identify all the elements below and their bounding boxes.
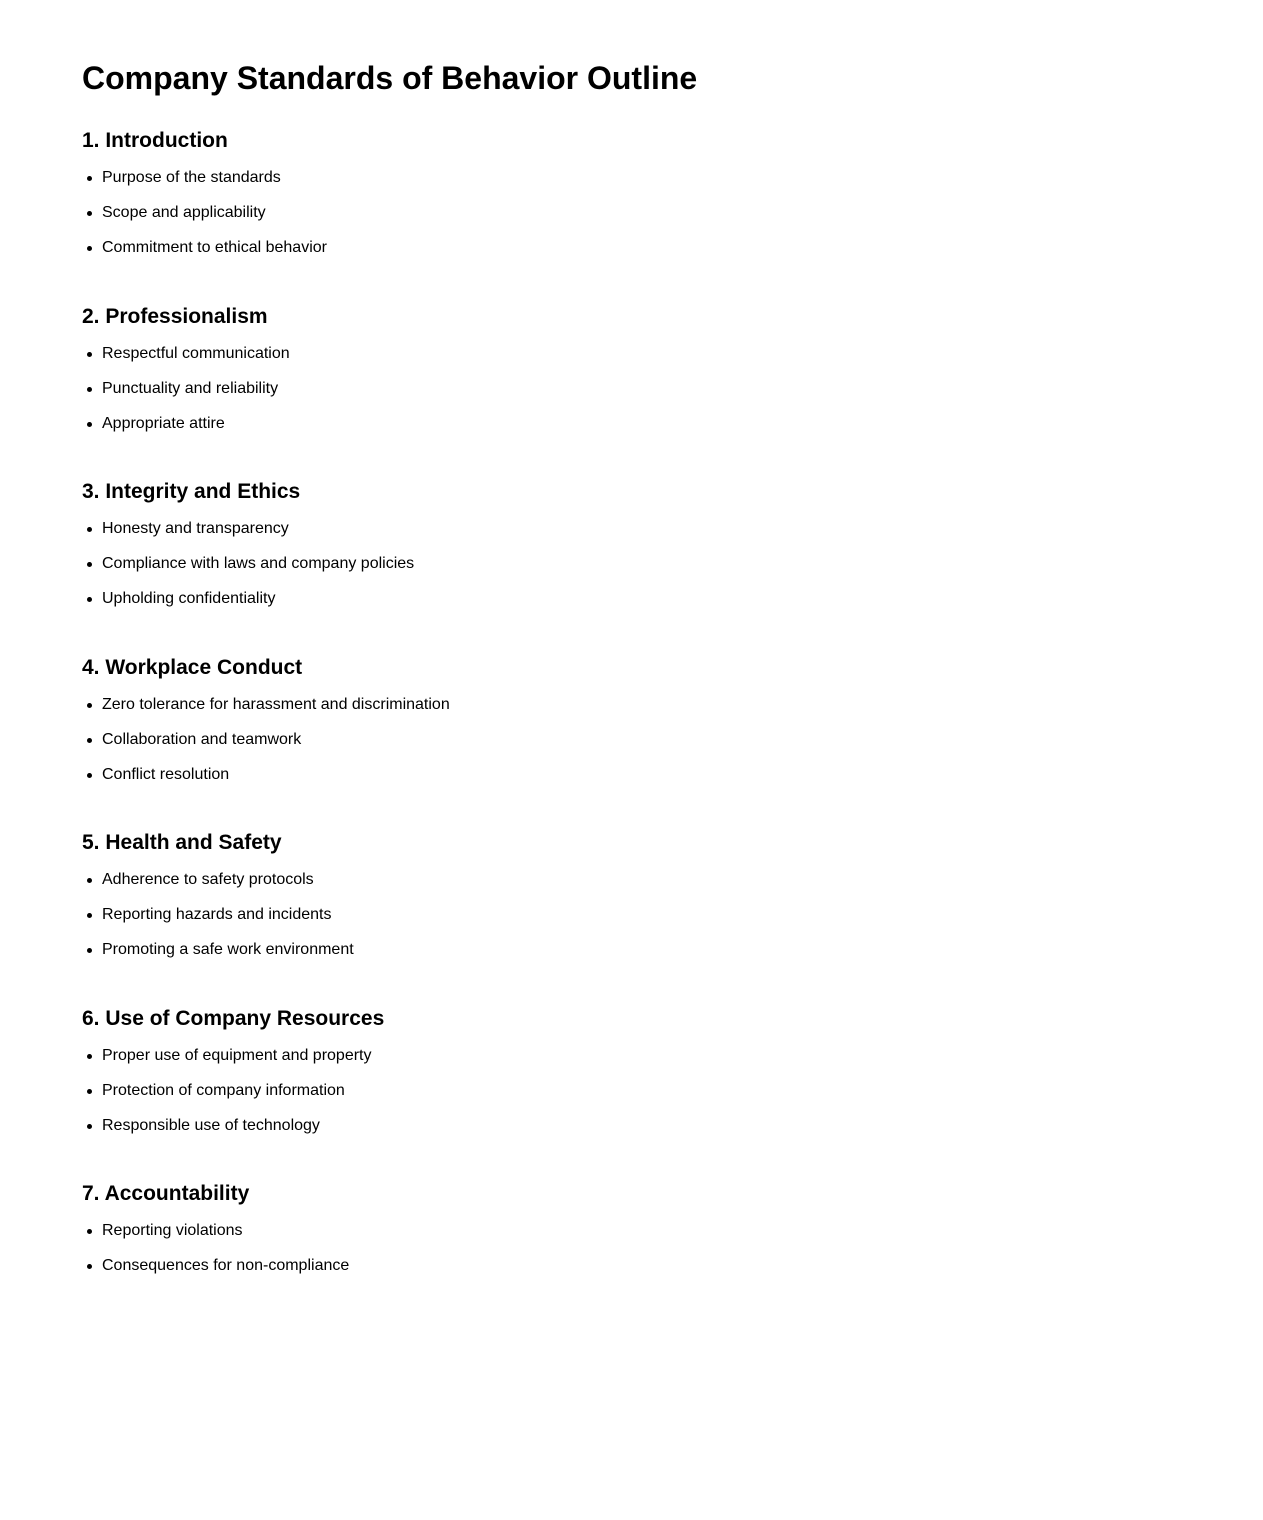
list-item: Compliance with laws and company policies (82, 554, 450, 589)
list-item: Adherence to safety protocols (82, 870, 450, 905)
bullet-icon (87, 176, 92, 181)
list-item: Purpose of the standards (82, 168, 450, 203)
bullet-icon (87, 1124, 92, 1129)
section-list (82, 870, 450, 976)
bullet-icon (87, 703, 92, 708)
section-introduction (82, 127, 450, 303)
list-item: Scope and applicability (82, 203, 450, 238)
bullet-icon (87, 387, 92, 392)
bullet-icon (87, 738, 92, 743)
bullet-icon (87, 211, 92, 216)
section-list (82, 519, 450, 625)
sections-container (82, 127, 450, 1356)
section-list (82, 695, 450, 801)
bullet-icon (87, 773, 92, 778)
section-integrity-ethics (82, 478, 450, 654)
section-heading: 4. Workplace Conduct (82, 655, 303, 679)
section-heading: 5. Health and Safety (82, 831, 282, 854)
bullet-icon (87, 527, 92, 532)
bullet-icon (87, 878, 92, 883)
section-professionalism (82, 303, 450, 479)
list-item: Respectful communication (82, 344, 450, 379)
list-item: Protection of company information (82, 1081, 450, 1116)
list-item: Reporting hazards and incidents (82, 905, 450, 940)
bullet-icon (87, 422, 92, 427)
list-item: Responsible use of technology (82, 1116, 450, 1151)
list-item: Punctuality and reliability (82, 379, 450, 414)
list-item: Honesty and transparency (82, 519, 450, 554)
list-item: Proper use of equipment and property (82, 1046, 450, 1081)
section-heading: 6. Use of Company Resources (82, 1006, 385, 1030)
section-list (82, 168, 450, 274)
section-heading: 3. Integrity and Ethics (82, 480, 301, 503)
list-item: Consequences for non-compliance (82, 1256, 450, 1291)
bullet-icon (87, 1089, 92, 1094)
list-item: Conflict resolution (82, 765, 450, 800)
bullet-icon (87, 1054, 92, 1059)
section-health-safety (82, 829, 450, 1005)
list-item: Zero tolerance for harassment and discrimination (82, 695, 450, 730)
bullet-icon (87, 913, 92, 918)
bullet-icon (87, 948, 92, 953)
section-accountability (82, 1180, 450, 1356)
page-title: Company Standards of Behavior Outline (82, 60, 698, 96)
bullet-icon (87, 352, 92, 357)
section-workplace-conduct (82, 654, 450, 830)
bullet-icon (87, 246, 92, 251)
list-item: Upholding confidentiality (82, 589, 450, 624)
bullet-icon (87, 1229, 92, 1234)
bullet-icon (87, 597, 92, 602)
bullet-icon (87, 1264, 92, 1269)
section-heading: 1. Introduction (82, 129, 228, 152)
section-list (82, 1046, 450, 1152)
section-list (82, 344, 450, 450)
bullet-icon (87, 562, 92, 567)
list-item: Appropriate attire (82, 414, 450, 449)
list-item: Collaboration and teamwork (82, 730, 450, 765)
section-company-resources (82, 1005, 450, 1181)
list-item: Promoting a safe work environment (82, 940, 450, 975)
section-heading: 2. Professionalism (82, 304, 268, 328)
list-item: Reporting violations (82, 1221, 450, 1256)
section-list (82, 1221, 450, 1291)
section-heading: 7. Accountability (82, 1182, 250, 1205)
list-item: Commitment to ethical behavior (82, 238, 450, 273)
